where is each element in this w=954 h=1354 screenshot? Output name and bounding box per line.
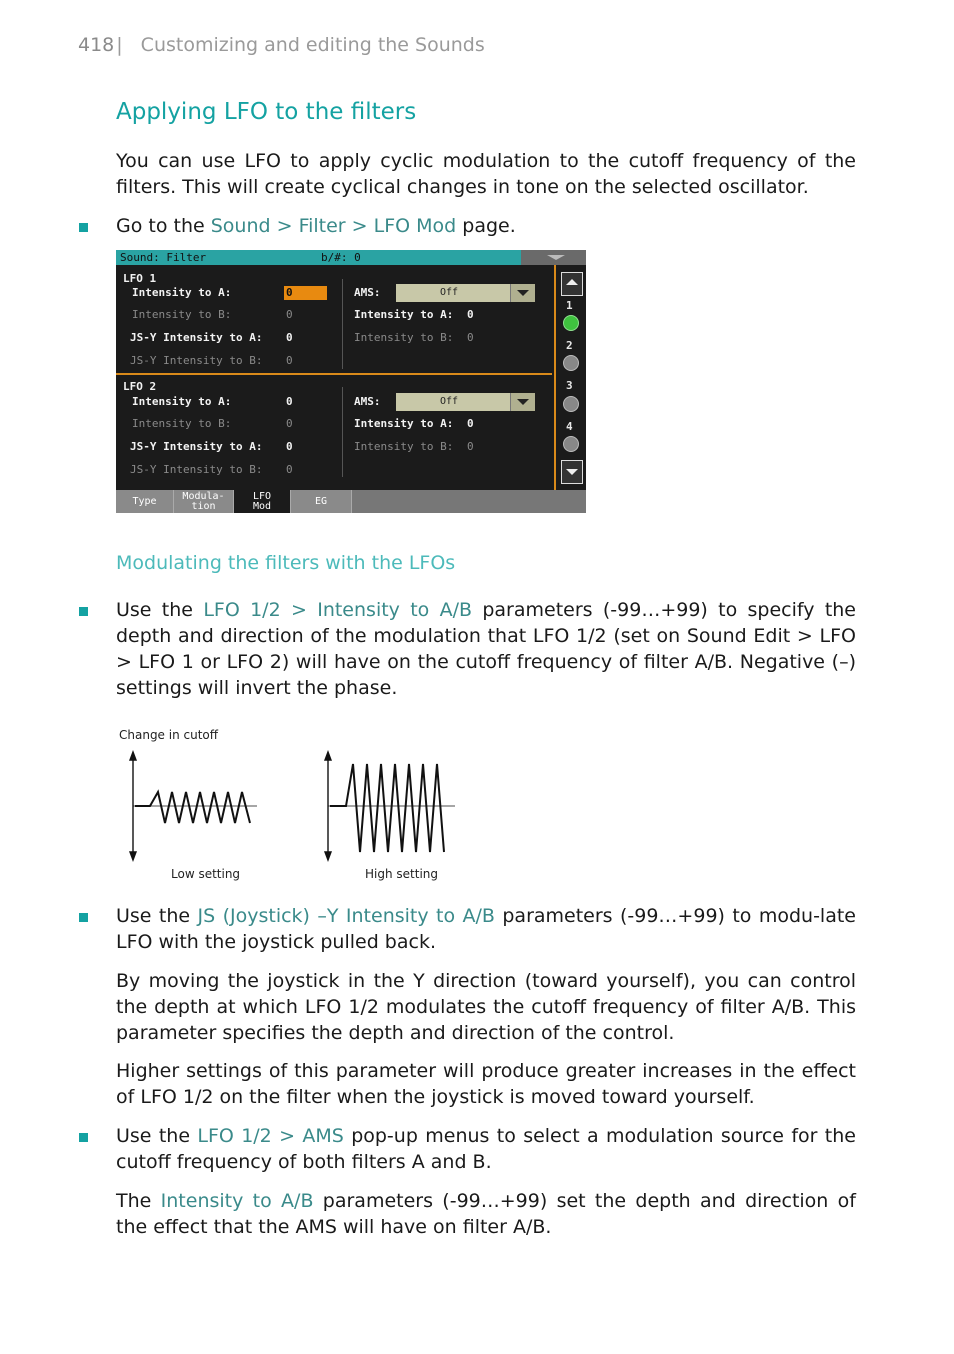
joystick-paragraph: By moving the joystick in the Y direction (toward yourself), you can control the depth at which LFO 1/2 modulates the cutoff frequency of filter A/B. This parameter specifies the depth and direction of the control. <box>116 970 856 1044</box>
bullet-text-end: pop-up menus to select a modulation source for the cutoff frequency of both filters A and B. <box>116 1125 856 1173</box>
scroll-up-button[interactable] <box>561 272 583 296</box>
panel-divider <box>342 387 343 477</box>
lfo2-ams-value: Off <box>440 396 459 407</box>
arrow-up-icon <box>130 752 136 760</box>
lfo2-ams-intensity-a-value[interactable]: 0 <box>467 417 474 430</box>
lfo1-ams-value: Off <box>440 287 459 298</box>
lfo2-ams-label: AMS: <box>354 395 381 408</box>
lfo1-jsy-intensity-a-value[interactable]: 0 <box>286 331 293 344</box>
osc-2-led[interactable] <box>563 355 579 371</box>
tab-label-2: tion <box>191 501 216 512</box>
tab-label: Modula- <box>182 491 225 502</box>
lfo2-jsy-intensity-b-value[interactable]: 0 <box>286 463 293 476</box>
lfo2-ams-intensity-a-label: Intensity to A: <box>354 417 454 430</box>
subsection-title: Modulating the filters with the LFOs <box>116 552 456 574</box>
lfo1-ams-intensity-a-value[interactable]: 0 <box>467 308 474 321</box>
tab-label: Type <box>132 496 157 507</box>
lfo1-ams-intensity-b-value[interactable]: 0 <box>467 331 474 344</box>
lfo2-intensity-b-label: Intensity to B: <box>132 417 232 430</box>
section-title: Applying LFO to the filters <box>116 99 417 125</box>
param-name: LFO 1/2 > AMS <box>197 1125 344 1147</box>
lfo1-jsy-intensity-b-value[interactable]: 0 <box>286 354 293 367</box>
header-separator: | <box>116 34 123 56</box>
tab-label: EG <box>314 496 328 507</box>
lfo1-intensity-a-label: Intensity to A: <box>132 286 232 299</box>
lfo1-panel <box>116 265 552 375</box>
step-go-to-page <box>116 213 856 239</box>
lfo1-label: LFO 1 <box>123 272 157 285</box>
lfo1-ams-label: AMS: <box>354 286 381 299</box>
bullet-lfo-intensity <box>116 597 856 701</box>
step-text-end: page. <box>456 215 516 237</box>
panel-divider <box>342 279 343 369</box>
intro-paragraph: You can use LFO to apply cyclic modulation to the cutoff frequency of the filters. This will create cyclical changes in tone on the selected oscillator. <box>116 150 856 198</box>
osc-number-4: 4 <box>566 420 573 433</box>
low-setting-waveform <box>130 752 257 860</box>
chevron-down-icon <box>517 399 529 405</box>
osc-number-2: 2 <box>566 339 573 352</box>
lfo1-intensity-b-label: Intensity to B: <box>132 308 232 321</box>
tab-type[interactable] <box>116 490 174 513</box>
page-header <box>78 34 485 56</box>
arrow-down-icon <box>566 469 578 475</box>
caption-high-setting: High setting <box>365 867 438 881</box>
screen-title: Sound: Filter <box>120 251 207 264</box>
lfo1-ams-intensity-a-label: Intensity to A: <box>354 308 454 321</box>
lfo1-ams-intensity-b-label: Intensity to B: <box>354 331 454 344</box>
lfo1-ams-dropdown[interactable] <box>396 284 534 302</box>
lfo2-ams-intensity-b-label: Intensity to B: <box>354 440 454 453</box>
param-name: Intensity to A/B <box>160 1190 314 1212</box>
lfo2-intensity-a-value[interactable]: 0 <box>286 395 293 408</box>
osc-number-1: 1 <box>566 299 573 312</box>
bullet-text-end: parameters (-99…+99) to modu-late LFO with the joystick pulled back. <box>116 905 856 953</box>
dropdown-arrow[interactable] <box>510 393 535 411</box>
lfo1-intensity-a-value: 0 <box>286 286 293 299</box>
bullet-js-intensity <box>116 903 856 955</box>
lfo2-label: LFO 2 <box>123 380 157 393</box>
bullet-text: Use the <box>116 599 204 621</box>
tab-label: LFO <box>252 491 272 502</box>
bullet-ams <box>116 1123 856 1175</box>
screen-title-bar <box>116 250 521 265</box>
page-tabs <box>116 490 586 513</box>
dropdown-arrow[interactable] <box>510 284 535 302</box>
cutoff-modulation-figure <box>120 748 470 863</box>
step-text: Go to the <box>116 215 211 237</box>
high-setting-wave <box>330 764 444 852</box>
lfo2-jsy-intensity-b-label: JS-Y Intensity to B: <box>130 463 263 476</box>
tab-label-2: Mod <box>252 501 272 512</box>
lfo1-intensity-a-field[interactable] <box>284 286 327 300</box>
lfo2-jsy-intensity-a-label: JS-Y Intensity to A: <box>130 440 263 453</box>
para-text-end: parameters (-99…+99) set the depth and direction of the effect that the AMS will have on filter A/B. <box>116 1190 856 1238</box>
higher-settings-paragraph: Higher settings of this parameter will produce greater increases in the effect of LFO 1/2 on the filter when the joystick is moved toward yourself. <box>116 1060 856 1108</box>
tab-modulation[interactable] <box>174 490 234 513</box>
param-name: LFO 1/2 > Intensity to A/B <box>203 599 473 621</box>
param-name: JS (Joystick) –Y Intensity to A/B <box>197 905 495 927</box>
osc-number-3: 3 <box>566 379 573 392</box>
lfo2-ams-dropdown[interactable] <box>396 393 534 411</box>
lfo2-ams-intensity-b-value[interactable]: 0 <box>467 440 474 453</box>
screen-menu-button[interactable] <box>521 250 586 265</box>
page-number: 418 <box>78 34 115 56</box>
low-setting-wave <box>135 792 250 823</box>
transpose-indicator: b/#: 0 <box>321 251 361 264</box>
osc-1-led[interactable] <box>563 315 579 331</box>
filter-lfo-mod-screen <box>116 250 586 513</box>
arrow-up-icon <box>566 279 578 285</box>
lfo1-jsy-intensity-b-label: JS-Y Intensity to B: <box>130 354 263 367</box>
arrow-down-icon <box>130 852 136 860</box>
bullet-marker <box>79 223 88 232</box>
menu-triangle-icon <box>547 255 565 260</box>
caption-low-setting: Low setting <box>171 867 241 881</box>
lfo1-jsy-intensity-a-label: JS-Y Intensity to A: <box>130 331 263 344</box>
tab-eg[interactable] <box>291 490 352 513</box>
para-text: The <box>116 1190 161 1212</box>
lfo2-jsy-intensity-a-value[interactable]: 0 <box>286 440 293 453</box>
ams-intensity-paragraph <box>116 1188 856 1240</box>
bullet-text: Use the <box>116 905 198 927</box>
lfo2-intensity-b-value[interactable]: 0 <box>286 417 293 430</box>
bullet-marker <box>79 1133 88 1142</box>
bullet-marker <box>79 607 88 616</box>
oscillator-side-nav <box>554 265 586 490</box>
bullet-marker <box>79 913 88 922</box>
high-setting-waveform <box>325 752 455 860</box>
menu-path: Sound > Filter > LFO Mod <box>210 215 457 237</box>
figure-label-top: Change in cutoff <box>119 728 219 742</box>
lfo2-panel <box>116 375 552 483</box>
bullet-text-end: parameters (-99…+99) to specify the depth and direction of the modulation that LFO 1/2 (set on Sound Edit > LFO > LFO 1 or LFO 2) will have on the cutoff frequency of filter A/B. Negative (–) settings will invert the phase. <box>116 599 856 699</box>
bullet-text: Use the <box>116 1125 198 1147</box>
lfo2-intensity-a-label: Intensity to A: <box>132 395 232 408</box>
scroll-down-button[interactable] <box>561 460 583 484</box>
arrow-down-icon <box>325 852 331 860</box>
arrow-up-icon <box>325 752 331 760</box>
chevron-down-icon <box>517 290 529 296</box>
osc-4-led[interactable] <box>563 436 579 452</box>
osc-3-led[interactable] <box>563 396 579 412</box>
lfo1-intensity-b-value[interactable]: 0 <box>286 308 293 321</box>
tab-lfo-mod[interactable] <box>234 490 291 513</box>
chapter-title: Customizing and editing the Sounds <box>140 34 485 56</box>
